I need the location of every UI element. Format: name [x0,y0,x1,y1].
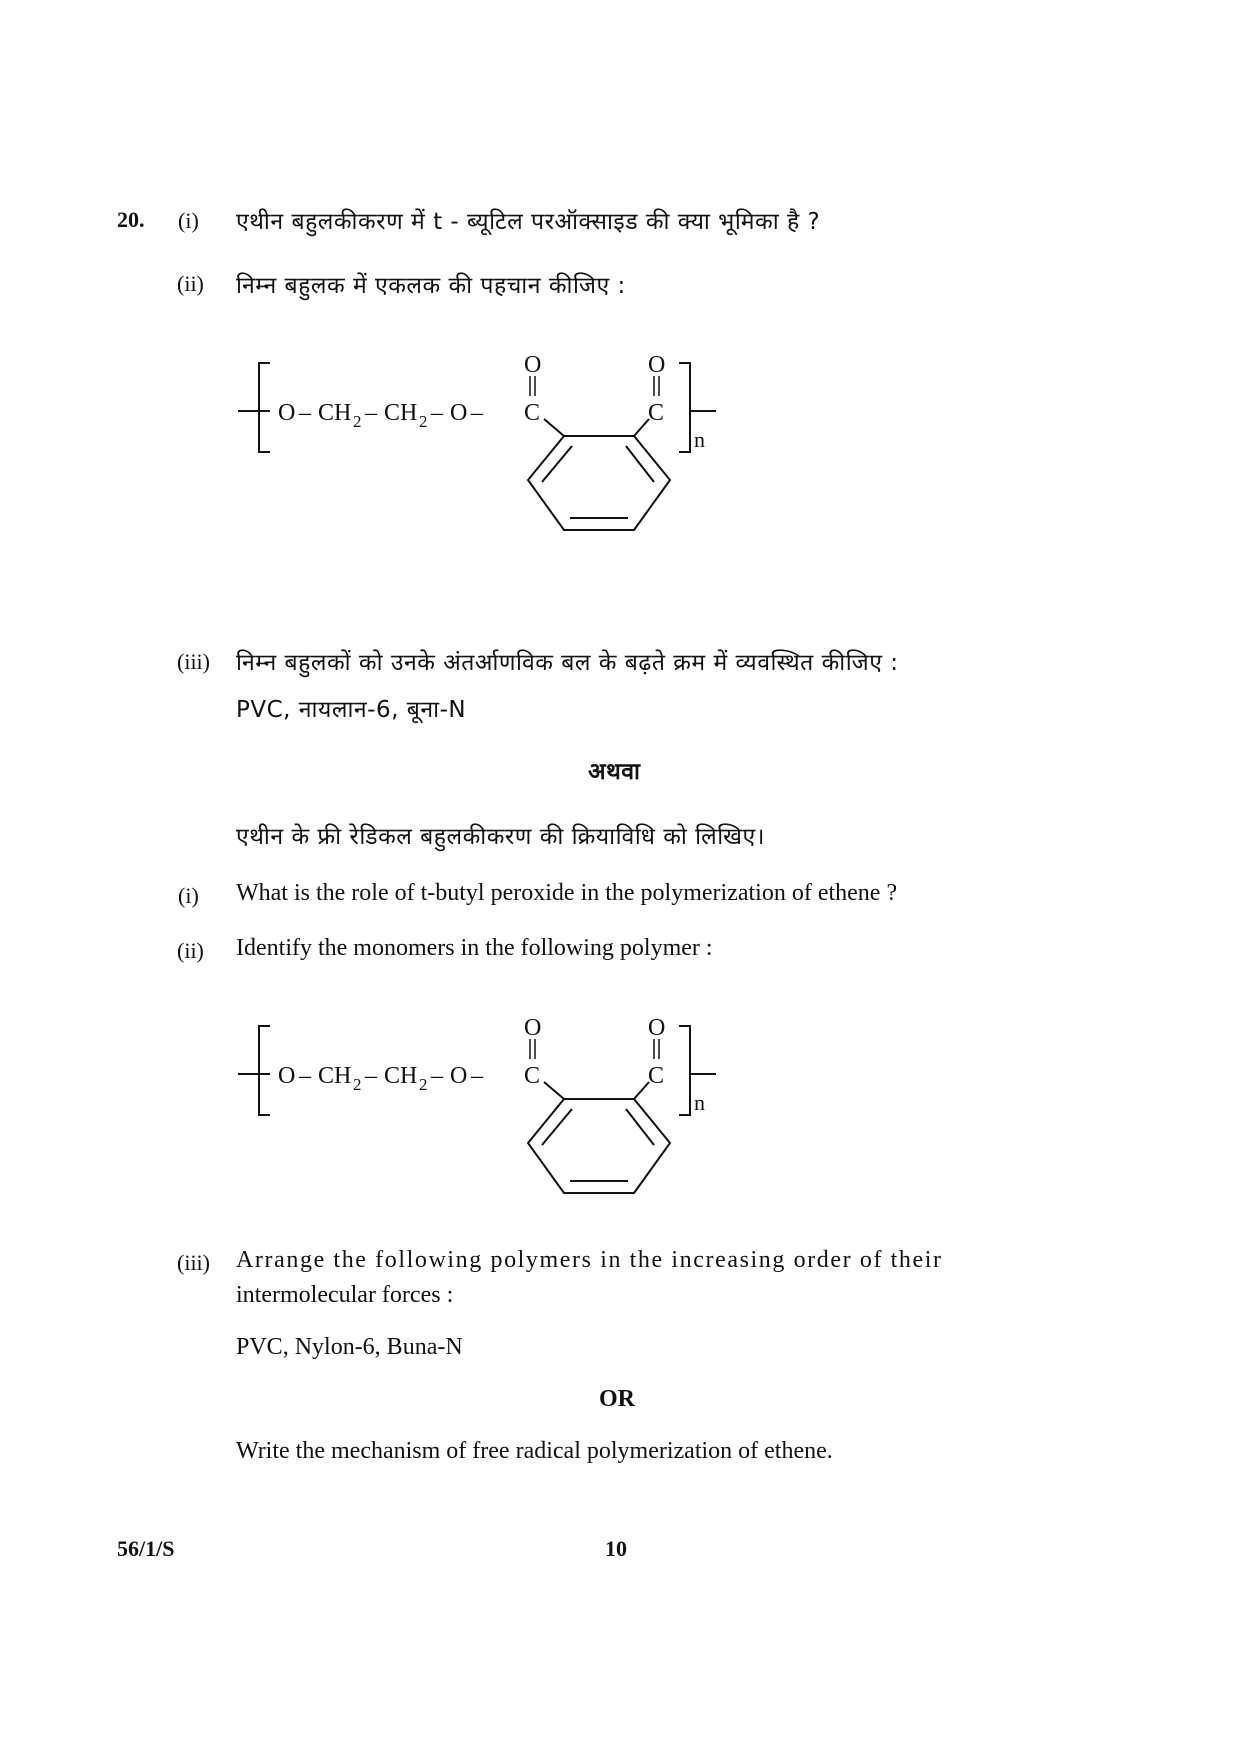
structure-repeat-n: n [694,1090,705,1115]
english-item-iii-number: (iii) [177,1250,210,1275]
hindi-item-i-text: एथीन बहुलकीकरण में t - ब्यूटिल परऑक्साइड की क्या भूमिका है ? [236,209,821,235]
structure-dash-2: – [365,400,377,426]
structure-carbon-2: C [648,400,665,426]
english-or-label: OR [599,1386,635,1412]
hindi-item-ii-text: निम्न बहुलक में एकलक की पहचान कीजिए : [236,273,626,299]
structure-carbon-1: C [524,400,541,426]
structure-ch2-2-subscript: 2 [419,412,428,431]
structure-oxygen-1: O [278,400,296,426]
polymer-structure-english [230,1013,750,1213]
structure-ch2-2: CH [384,1063,418,1089]
structure-ch2-1: CH [318,400,352,426]
structure-dash-3: – [431,1063,443,1089]
structure-oxygen-2: O [450,400,468,426]
structure-carbon-2: C [648,1063,665,1089]
hindi-item-iii-list: PVC, नायलान-6, बूना-N [236,697,467,723]
hindi-item-iii-text: निम्न बहुलकों को उनके अंतर्आणविक बल के बढ़ते क्रम में व्यवस्थित कीजिए : [236,650,899,676]
english-item-i-number: (i) [178,883,199,908]
english-item-iii-list: PVC, Nylon-6, Buna-N [236,1334,463,1360]
structure-carbonyl-oxygen-2: O [648,1015,666,1041]
polymer-structure-hindi [230,350,750,550]
structure-carbonyl-oxygen-1: O [524,352,542,378]
hindi-item-i-number: (i) [178,208,199,233]
english-item-ii-number: (ii) [177,938,204,963]
structure-dash-1: – [299,1063,311,1089]
paper-code: 56/1/S [117,1536,175,1561]
structure-ch2-1: CH [318,1063,352,1089]
hindi-item-iii-number: (iii) [177,649,210,674]
structure-ch2-2-subscript: 2 [419,1075,428,1094]
structure-repeat-n: n [694,427,705,452]
structure-oxygen-1: O [278,1063,296,1089]
structure-dash-1: – [299,400,311,426]
structure-carbonyl-oxygen-2: O [648,352,666,378]
hindi-item-ii-number: (ii) [177,271,204,296]
english-item-ii-text: Identify the monomers in the following polymer : [236,935,713,961]
structure-ch2-1-subscript: 2 [353,1075,362,1094]
structure-carbonyl-oxygen-1: O [524,1015,542,1041]
structure-oxygen-2: O [450,1063,468,1089]
hindi-alternative-question: एथीन के फ्री रेडिकल बहुलकीकरण की क्रियाविधि को लिखिए। [236,824,765,850]
question-number: 20. [117,207,145,232]
english-item-i-text: What is the role of t-butyl peroxide in the polymerization of ethene ? [236,880,898,906]
page-number: 10 [605,1536,627,1561]
structure-dash-2: – [365,1063,377,1089]
english-item-iii-text-line2: intermolecular forces : [236,1282,454,1308]
english-alternative-question: Write the mechanism of free radical polymerization of ethene. [236,1438,833,1464]
structure-carbon-1: C [524,1063,541,1089]
english-item-iii-text-line1: Arrange the following polymers in the increasing order of their [236,1247,943,1273]
structure-dash-4: – [471,1063,483,1089]
structure-ch2-2: CH [384,400,418,426]
structure-dash-4: – [471,400,483,426]
structure-dash-3: – [431,400,443,426]
hindi-or-label: अथवा [588,759,641,785]
structure-ch2-1-subscript: 2 [353,412,362,431]
